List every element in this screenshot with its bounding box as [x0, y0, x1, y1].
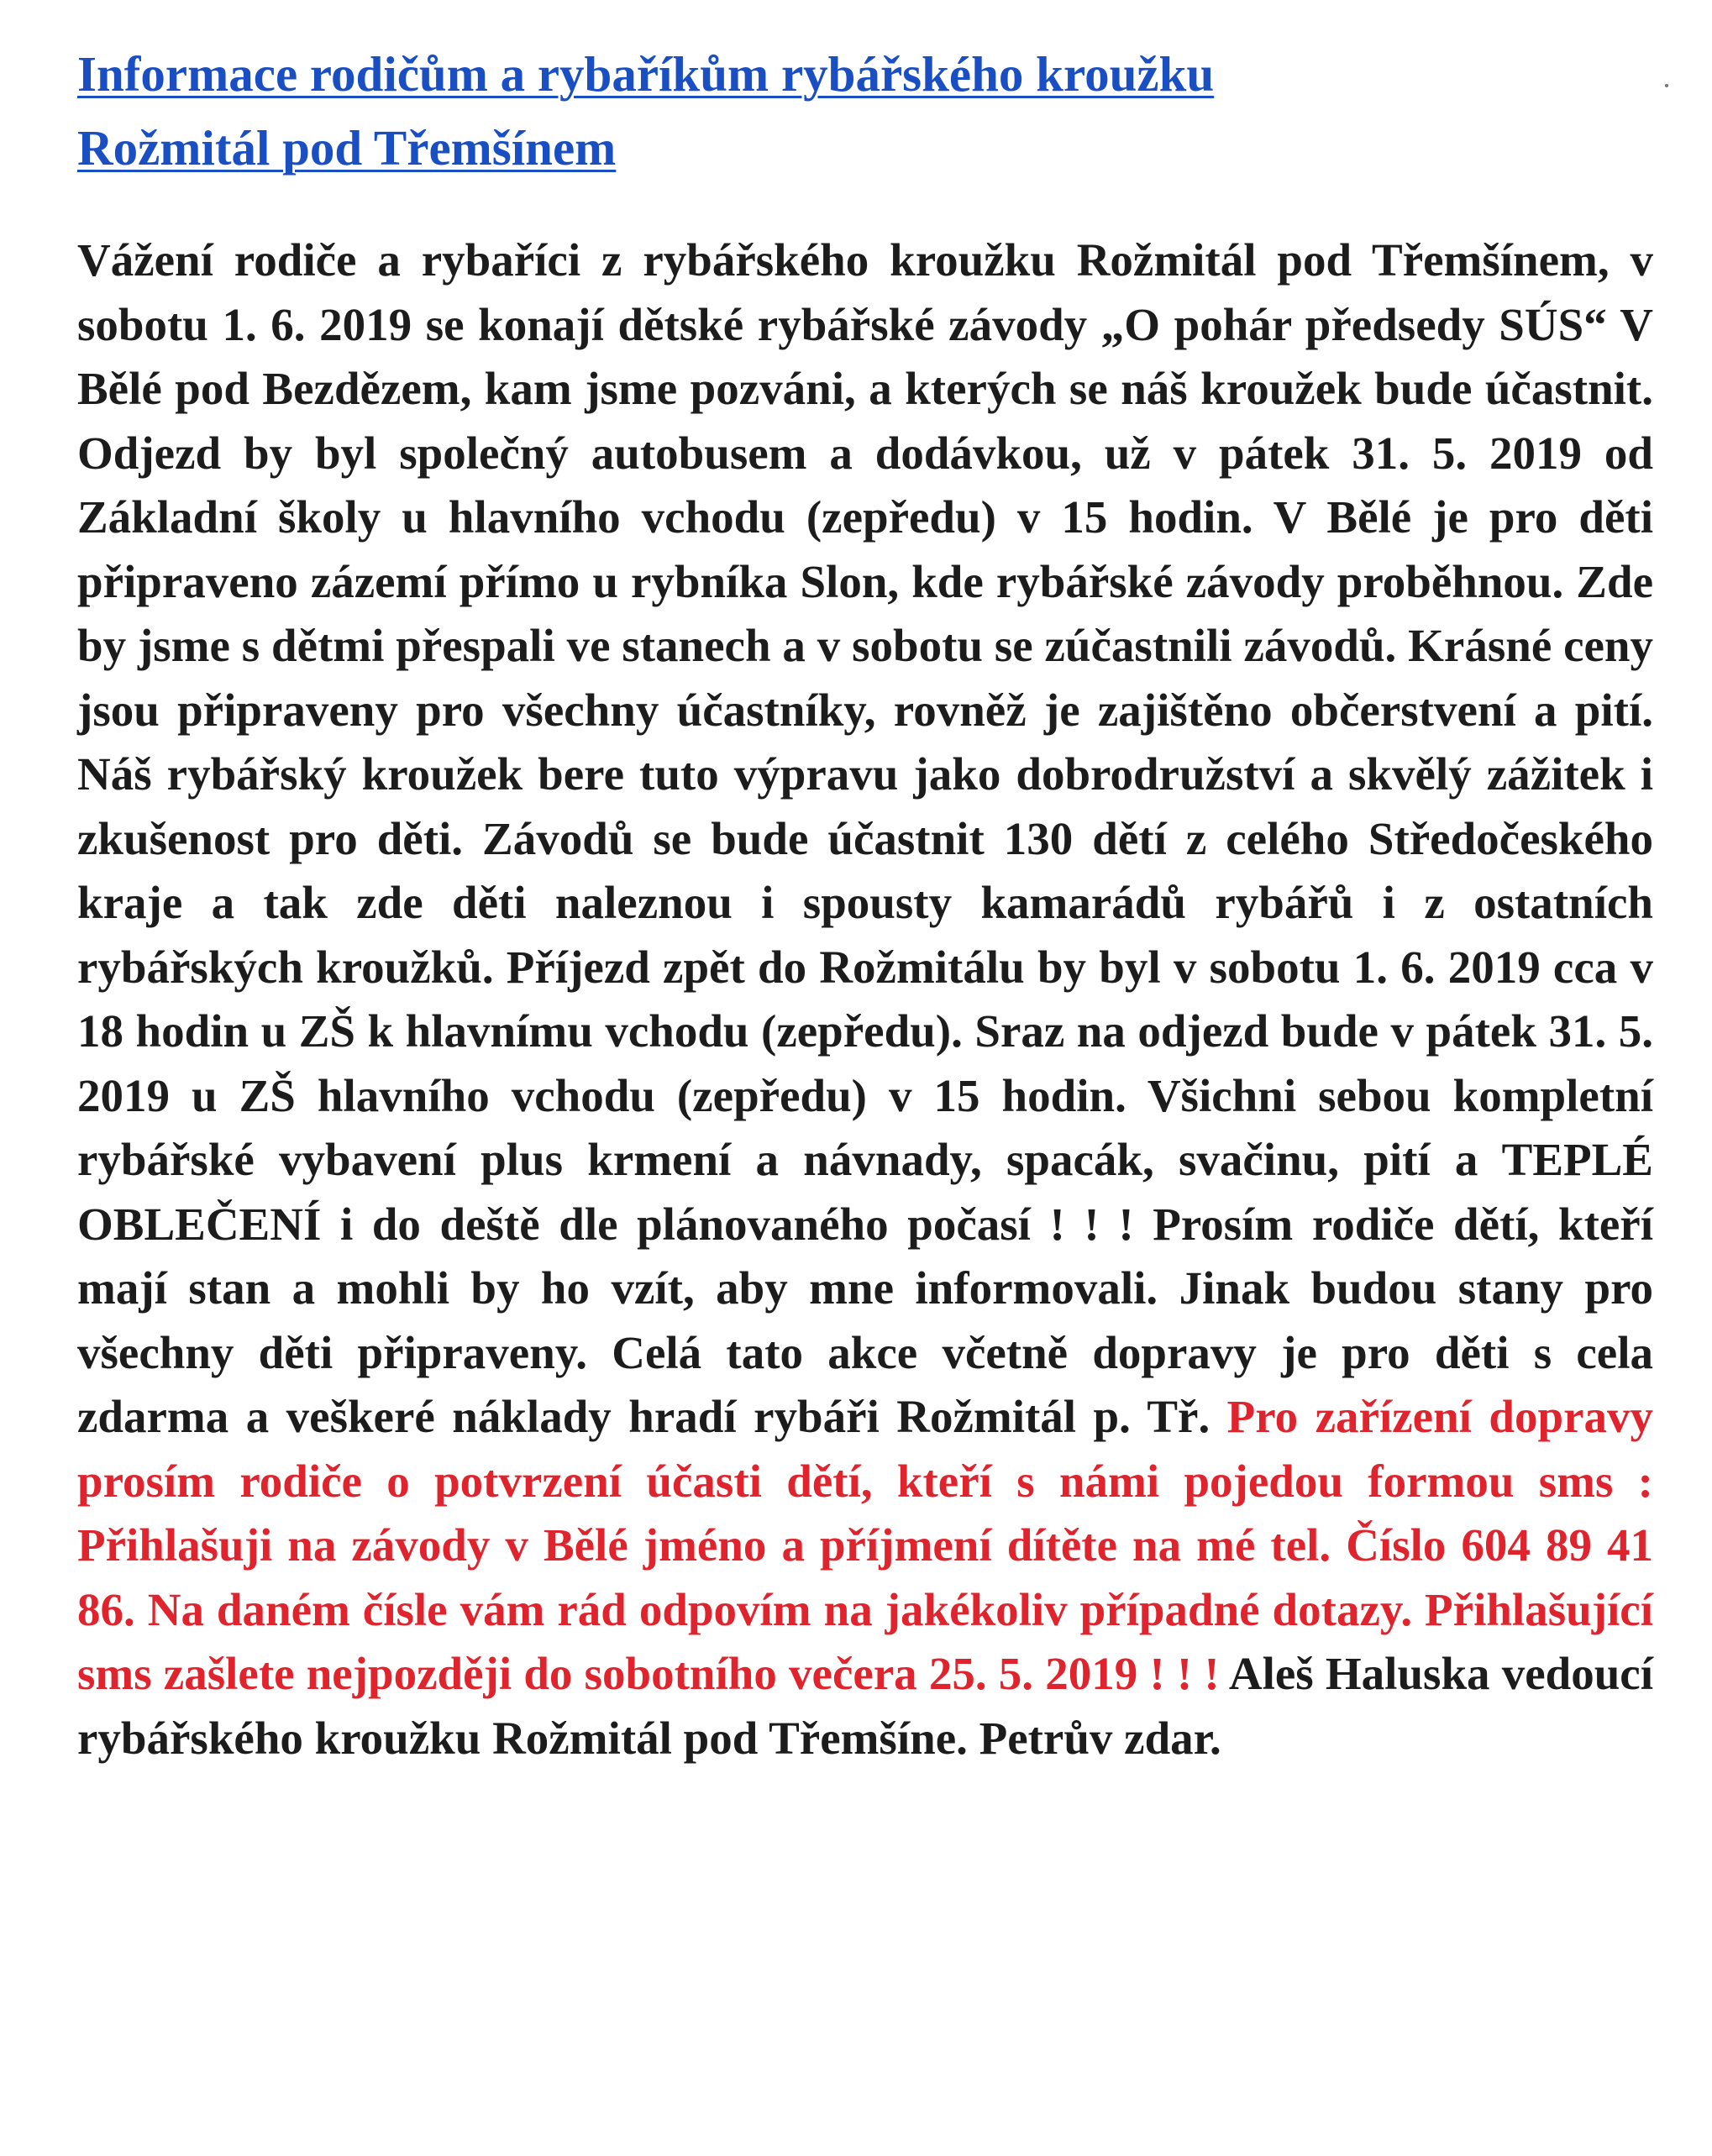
announcement-paragraph [77, 228, 1653, 1770]
title-line-2-row [77, 111, 1640, 185]
registration-instructions: Pro zařízení dopravy prosím rodiče o potvrzení účasti dětí, kteří s námi pojedou formou sms : Přihlašuji na závody v Bělé jméno a příjmení dítěte na mé tel. Číslo 604 89 41 86. Na daném čísle vám rád odpovím na jakékoliv případné dotazy. Přihlašující sms zašlete nejpozději do sobotního večera 25. 5. 2019 ! ! ! [77, 1391, 1653, 1699]
title-line-2: Rožmitál pod Třemšínem [77, 120, 617, 176]
document-title [77, 37, 1640, 185]
announcement-main-text: Vážení rodiče a rybaříci z rybářského kroužku Rožmitál pod Třemšínem, v sobotu 1. 6. 2019 se konají dětské rybářské závody „O pohár předsedy SÚS“ V Bělé pod Bezdězem, kam jsme pozváni, a kterých se náš kroužek bude účastnit. Odjezd by byl společný autobusem a dodávkou, už v pátek 31. 5. 2019 od Základní školy u hlavního vchodu (zepředu) v 15 hodin. V Bělé je pro děti připraveno zázemí přímo u rybníka Slon, kde rybářské závody proběhnou. Zde by jsme s dětmi přespali ve stanech a v sobotu se zúčastnili závodů. Krásné ceny jsou připraveny pro všechny účastníky, rovněž je zajištěno občerstvení a pití. Náš rybářský kroužek bere tuto výpravu jako dobrodružství a skvělý zážitek i zkušenost pro děti. Závodů se bude účastnit 130 dětí z celého Středočeského kraje a tak zde děti naleznou i spousty kamarádů rybářů i z ostatních rybářských kroužků. Příjezd zpět do Rožmitálu by byl v sobotu 1. 6. 2019 cca v 18 hodin u ZŠ k hlavnímu vchodu (zepředu). Sraz na odjezd bude v pátek 31. 5. 2019 u ZŠ hlavního vchodu (zepředu) v 15 hodin. Všichni sebou kompletní rybářské vybavení plus krmení a návnady, spacák, svačinu, pití a TEPLÉ OBLEČENÍ i do deště dle plánovaného počasí ! ! ! Prosím rodiče dětí, kteří mají stan a mohli by ho vzít, aby mne informovali. Jinak budou stany pro všechny děti připraveny. Celá tato akce včetně dopravy je pro děti s cela zdarma a veškeré náklady hradí rybáři Rožmitál p. Tř. [77, 234, 1653, 1442]
scan-speck [1665, 84, 1668, 87]
title-line-1-row [77, 37, 1640, 111]
signature-closing: Aleš Haluska vedoucí rybářského kroužku Rožmitál pod Třemšíne. Petrův zdar. [77, 1648, 1653, 1764]
title-line-1: Informace rodičům a rybaříkům rybářského kroužku [77, 46, 1215, 102]
